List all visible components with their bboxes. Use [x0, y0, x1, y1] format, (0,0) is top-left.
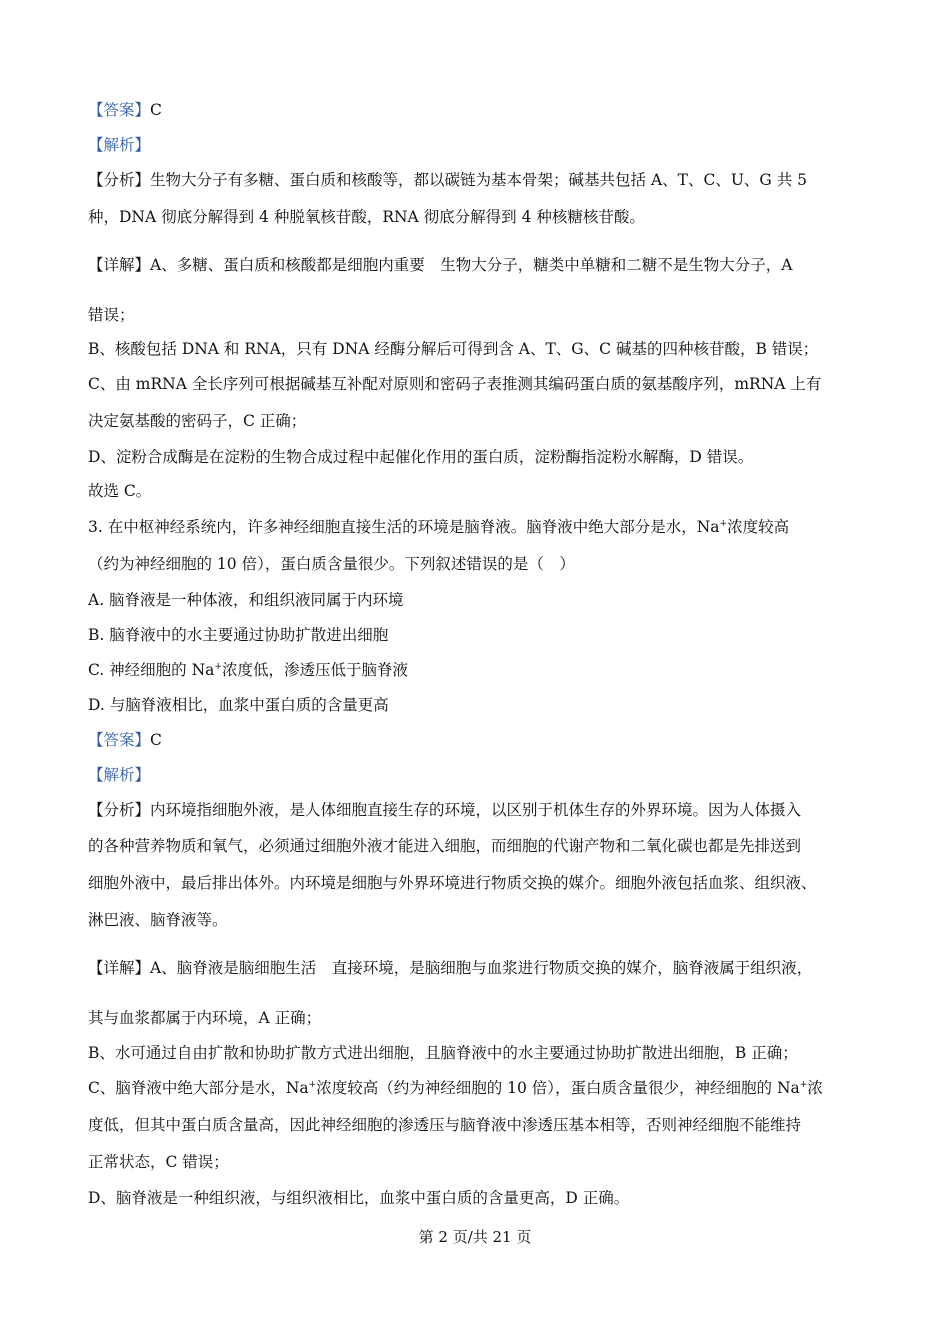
q2-option-d-explain: D、淀粉合成酶是在淀粉的生物合成过程中起催化作用的蛋白质，淀粉酶指淀粉水解酶，D 错误。: [88, 448, 754, 466]
q2-option-c-explain-2: 决定氨基酸的密码子，C 正确；: [88, 412, 307, 430]
q3-option-c: [88, 660, 870, 680]
c-explain-text: C、脑脊液中绝大部分是水，Na: [88, 1079, 309, 1097]
q2-option-b-explain: B、核酸包括 DNA 和 RNA，只有 DNA 经酶分解后可得到含 A、T、G、C 碱基的四种核苷酸，B 错误；: [88, 340, 819, 358]
detail-text: A、多糖、蛋白质和核酸都是细胞内重要 生物大分子，糖类中单糖和二糖不是生物大分子，A: [150, 256, 793, 274]
analysis-text: 内环境指细胞外液，是人体细胞直接生存的环境，以区别于机体生存的外界环境。因为人体摄入: [150, 801, 802, 819]
answer-value: C: [150, 101, 162, 119]
q3-option-d: D. 与脑脊液相比，血浆中蛋白质的含量更高: [88, 696, 389, 714]
superscript-plus: +: [799, 1079, 808, 1090]
q3-option-d-explain: D、脑脊液是一种组织液，与组织液相比，血浆中蛋白质的含量更高，D 正确。: [88, 1189, 630, 1207]
q3-option-c-explain-1: [88, 1078, 870, 1098]
option-c-text-tail: 浓度低，渗透压低于脑脊液: [221, 661, 408, 679]
superscript-plus: +: [308, 1079, 317, 1090]
q2-detail-line-1: [88, 255, 870, 275]
analysis-tag: 【分析】: [88, 801, 151, 819]
q3-option-a: A. 脑脊液是一种体液，和组织液同属于内环境: [88, 591, 404, 609]
explain-tag: 【解析】: [88, 136, 151, 154]
c-explain-text-tail: 浓: [807, 1079, 823, 1097]
option-c-text: C. 神经细胞的 Na: [88, 661, 215, 679]
superscript-plus: +: [214, 661, 222, 672]
q3-analysis-line-3: 细胞外液中，最后排出体外。内环境是细胞与外界环境进行物质交换的媒介。细胞外液包括血浆、组织液、: [88, 874, 817, 892]
q2-analysis-line-2: 种，DNA 彻底分解得到 4 种脱氧核苷酸，RNA 彻底分解得到 4 种核糖核苷酸。: [88, 208, 645, 226]
answer-tag: 【答案】: [88, 101, 151, 119]
q2-conclusion: 故选 C。: [88, 482, 152, 500]
explain-tag: 【解析】: [88, 766, 151, 784]
q2-answer: [88, 100, 870, 120]
q3-detail-line-2: 其与血浆都属于内环境，A 正确；: [88, 1009, 322, 1027]
stem-text-tail: 浓度较高: [727, 518, 790, 536]
q2-option-c-explain-1: C、由 mRNA 全长序列可根据碱基互补配对原则和密码子表推测其编码蛋白质的氨基酸序列，mRNA 上有: [88, 375, 822, 393]
analysis-text: 生物大分子有多糖、蛋白质和核酸等，都以碳链为基本骨架；碱基共包括 A、T、C、U、G 共 5: [150, 171, 807, 189]
detail-text: A、脑脊液是脑细胞生活 直接环境，是脑细胞与血浆进行物质交换的媒介，脑脊液属于组织液，: [150, 959, 813, 977]
stem-text: 3. 在中枢神经系统内，许多神经细胞直接生活的环境是脑脊液。脑脊液中绝大部分是水，Na: [88, 518, 720, 536]
q3-answer: [88, 730, 870, 750]
q3-option-c-explain-2: 度低，但其中蛋白质含量高，因此神经细胞的渗透压与脑脊液中渗透压基本相等，否则神经细胞不能维持: [88, 1116, 802, 1134]
detail-tag: 【详解】: [88, 256, 151, 274]
answer-tag: 【答案】: [88, 731, 151, 749]
q2-detail-line-2: 错误；: [88, 306, 135, 324]
page-footer: 第 2 页/共 21 页: [418, 1228, 532, 1246]
detail-tag: 【详解】: [88, 959, 151, 977]
q3-analysis-line-4: 淋巴液、脑脊液等。: [88, 911, 228, 929]
q3-analysis-line-2: 的各种营养物质和氧气，必须通过细胞外液才能进入细胞，而细胞的代谢产物和二氧化碳也都是先排送到: [88, 837, 802, 855]
answer-value: C: [150, 731, 162, 749]
q2-analysis-line-1: [88, 170, 870, 190]
analysis-tag: 【分析】: [88, 171, 151, 189]
c-explain-text-mid: 浓度较高（约为神经细胞的 10 倍），蛋白质含量很少，神经细胞的 Na: [316, 1079, 800, 1097]
q2-explain-tag: [88, 135, 870, 155]
superscript-plus: +: [719, 518, 728, 529]
q3-stem-line-2: （约为神经细胞的 10 倍），蛋白质含量很少。下列叙述错误的是（ ）: [88, 555, 575, 573]
q3-analysis-line-1: [88, 800, 870, 820]
q3-option-b: B. 脑脊液中的水主要通过协助扩散进出细胞: [88, 626, 389, 644]
q3-detail-line-1: [88, 958, 870, 978]
q3-option-b-explain: B、水可通过自由扩散和协助扩散方式进出细胞，且脑脊液中的水主要通过协助扩散进出细胞，B 正确；: [88, 1044, 798, 1062]
q3-explain-tag: [88, 765, 870, 785]
q3-option-c-explain-3: 正常状态，C 错误；: [88, 1153, 229, 1171]
q3-stem-line-1: [88, 517, 870, 537]
